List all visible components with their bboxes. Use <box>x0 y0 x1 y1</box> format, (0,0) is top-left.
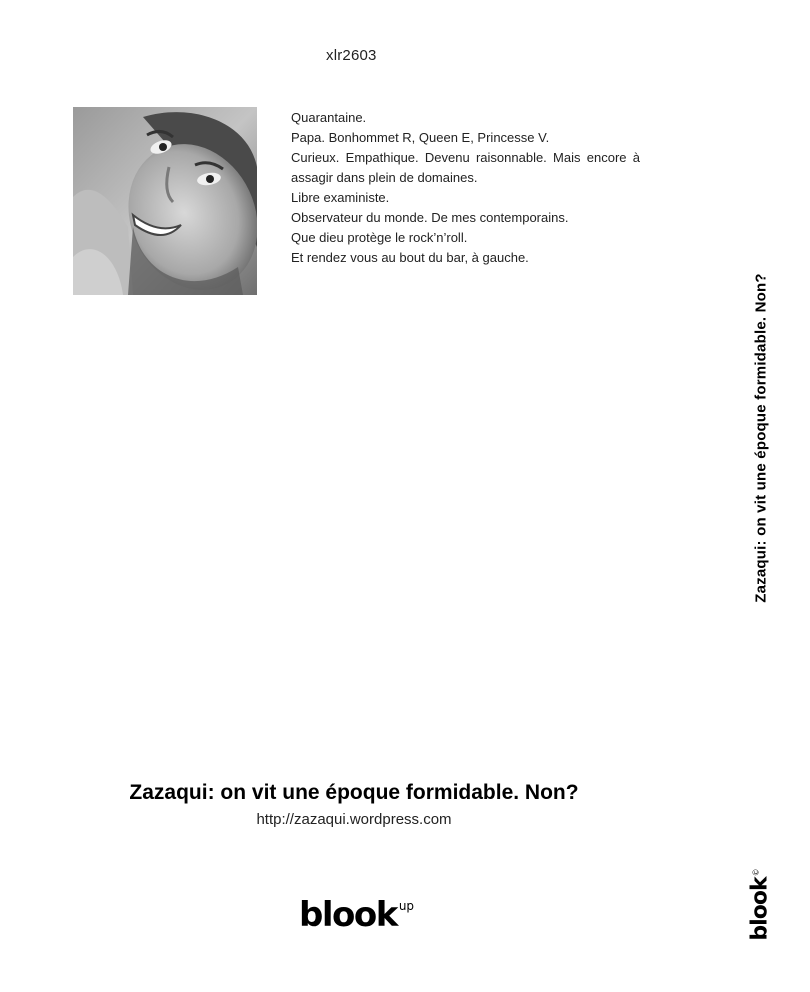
bio-line: Papa. Bonhommet R, Queen E, Princesse V. <box>291 130 550 145</box>
author-bio <box>291 108 640 268</box>
bio-line: Libre exaministe. <box>291 190 390 205</box>
blookup-logo <box>299 895 414 935</box>
bio-line: Quarantaine. <box>291 110 367 125</box>
bio-line: Curieux. Empathique. Devenu raisonnable. Mais encore à assagir dans plein de domaines. <box>291 150 640 185</box>
spine-logo-suffix: © <box>751 869 761 877</box>
bio-line: Que dieu protège le rock’n’roll. <box>291 230 468 245</box>
spine-title: Zazaqui: on vit une époque formidable. Non? <box>752 273 770 603</box>
bio-line: Observateur du monde. De mes contemporains. <box>291 210 569 225</box>
author-username: xlr2603 <box>326 47 377 64</box>
author-photo <box>73 107 257 295</box>
book-title: Zazaqui: on vit une époque formidable. Non? <box>129 781 579 804</box>
spine-logo-brand: blook <box>747 877 773 941</box>
logo-suffix: up <box>398 898 415 913</box>
bio-line: Et rendez vous au bout du bar, à gauche. <box>291 250 529 265</box>
spine-blook-logo <box>748 869 773 940</box>
book-url[interactable]: http://zazaqui.wordpress.com <box>256 811 452 828</box>
logo-brand: blook <box>299 895 397 935</box>
